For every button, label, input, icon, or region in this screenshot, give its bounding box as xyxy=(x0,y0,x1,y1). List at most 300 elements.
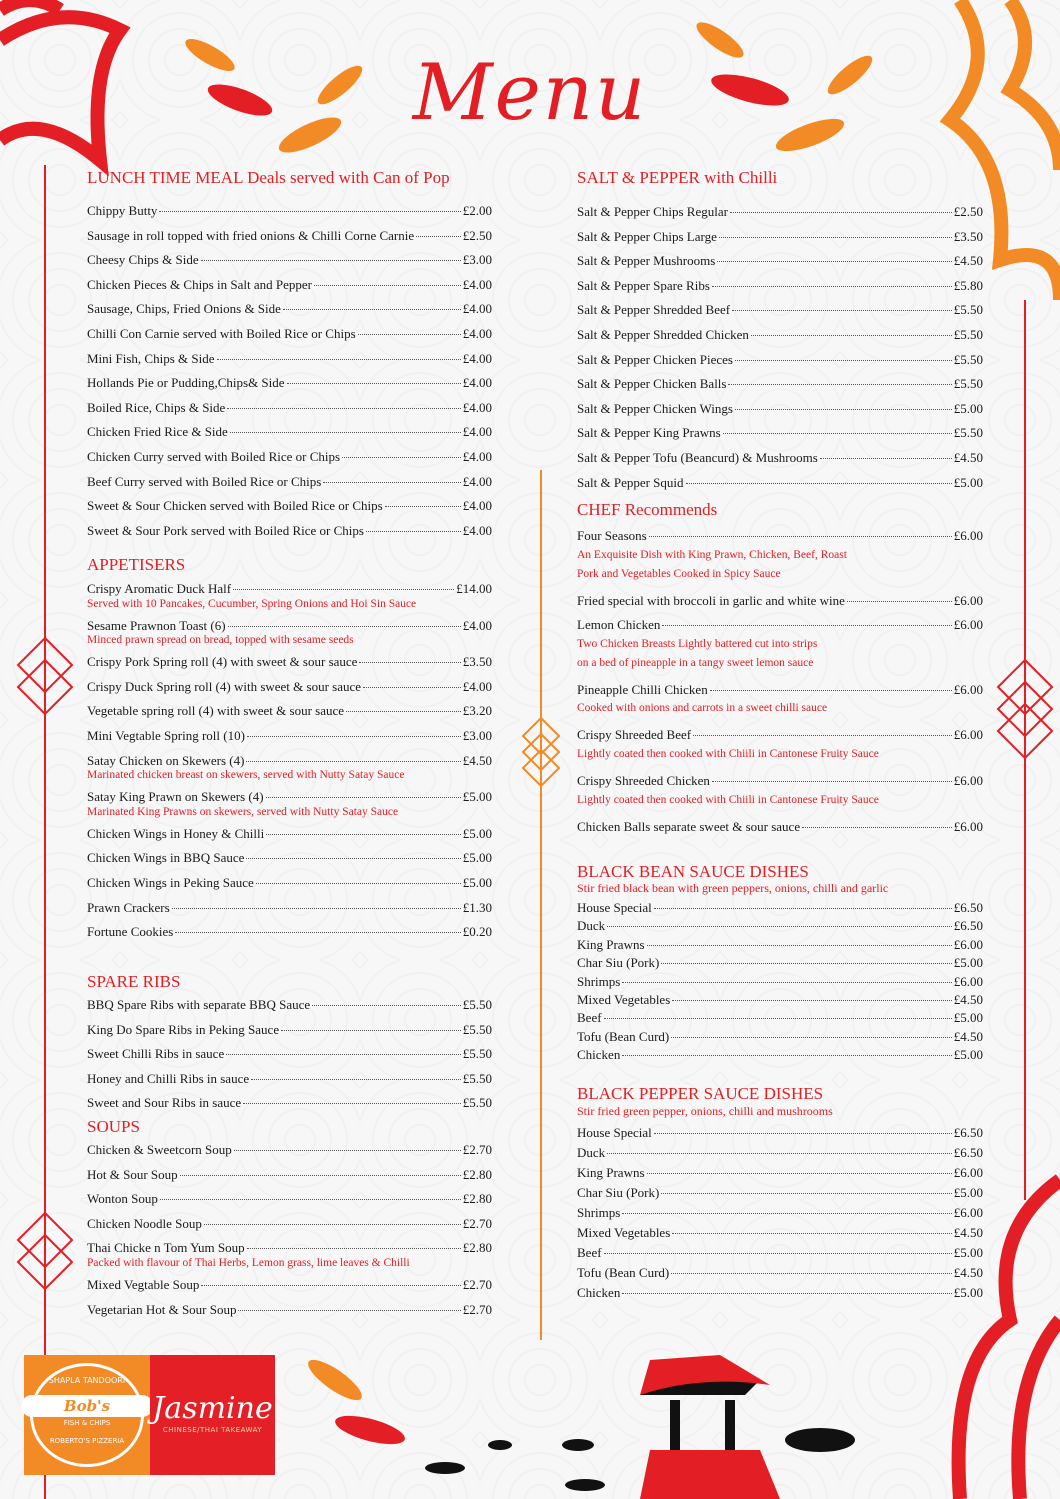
item-name: Salt & Pepper Chicken Pieces xyxy=(577,351,733,367)
item-name: Satay King Prawn on Skewers (4) xyxy=(87,789,264,805)
menu-item xyxy=(87,679,492,695)
menu-item xyxy=(577,593,983,609)
dot-leader xyxy=(607,926,952,927)
dot-leader xyxy=(323,482,460,483)
item-description: Cooked with onions and carrots in a sweet chilli sauce xyxy=(577,702,828,715)
item-name: Chippy Butty xyxy=(87,203,158,218)
menu-item xyxy=(87,1022,492,1038)
item-description: Pork and Vegetables Cooked in Spicy Sauce xyxy=(577,567,781,580)
item-name: Sweet and Sour Ribs in sauce xyxy=(87,1095,242,1111)
menu-item xyxy=(87,351,492,367)
dot-leader xyxy=(358,334,461,335)
item-name: Hot & Sour Soup xyxy=(87,1166,178,1182)
dot-leader xyxy=(217,359,461,360)
item-name: Tofu (Bean Curd) xyxy=(577,1028,670,1044)
item-price: £5.00 xyxy=(462,825,492,841)
menu-item xyxy=(577,401,983,417)
item-price: £2.80 xyxy=(462,1166,492,1182)
item-name: Chicken Fried Rice & Side xyxy=(87,424,228,440)
dot-leader xyxy=(246,761,460,762)
dot-leader xyxy=(647,1173,952,1174)
item-name: House Special xyxy=(577,1125,652,1140)
menu-item xyxy=(87,1277,492,1293)
item-price: £2.80 xyxy=(462,1191,492,1207)
menu-item xyxy=(577,682,983,698)
item-price: £4.50 xyxy=(953,992,983,1007)
dot-leader xyxy=(712,286,952,287)
menu-item xyxy=(577,773,983,789)
dot-leader xyxy=(820,458,952,459)
dot-leader xyxy=(159,211,460,212)
dot-leader xyxy=(266,834,460,835)
menu-item xyxy=(87,1302,492,1318)
menu-item xyxy=(577,727,983,743)
menu-item xyxy=(87,523,492,539)
item-name: Thai Chicke n Tom Yum Soup xyxy=(87,1240,245,1256)
dot-leader xyxy=(246,858,460,859)
item-name: Mini Vegtable Spring roll (10) xyxy=(87,728,245,743)
item-price: £5.50 xyxy=(953,351,983,367)
item-name: Shrimps xyxy=(577,973,621,989)
section-title: CHEF Recommends xyxy=(577,500,718,519)
menu-item xyxy=(87,728,492,744)
menu-title: Menu xyxy=(412,48,648,138)
item-name: Satay Chicken on Skewers (4) xyxy=(87,752,245,768)
item-price: £2.70 xyxy=(462,1215,492,1231)
item-name: Mixed Vegtable Soup xyxy=(87,1277,200,1292)
item-name: Honey and Chilli Ribs in sauce xyxy=(87,1070,250,1086)
menu-item xyxy=(87,449,492,465)
logo-text: CHINESE/THAI TAKEAWAY xyxy=(162,1426,263,1434)
dot-leader xyxy=(647,945,952,946)
item-description: Marinated chicken breast on skewers, served with Nutty Satay Sauce xyxy=(87,769,405,782)
menu-item xyxy=(87,1167,492,1183)
menu-item xyxy=(577,1125,983,1141)
item-price: £5.00 xyxy=(953,955,983,971)
dot-leader xyxy=(342,457,461,458)
menu-item xyxy=(87,375,492,391)
item-name: Hollands Pie or Pudding,Chips& Side xyxy=(87,375,285,391)
bobs-logo xyxy=(24,1355,150,1475)
item-name: Lemon Chicken xyxy=(577,617,661,633)
section-title: SOUPS xyxy=(87,1117,140,1136)
item-name: Chicken Pieces & Chips in Salt and Pepper xyxy=(87,276,312,292)
menu-item xyxy=(87,753,492,769)
item-name: King Do Spare Ribs in Peking Sauce xyxy=(87,1021,280,1037)
menu-item xyxy=(577,425,983,441)
item-price: £0.20 xyxy=(462,924,492,940)
dot-leader xyxy=(607,1153,952,1154)
item-name: Salt & Pepper Shredded Beef xyxy=(577,302,731,318)
dot-leader xyxy=(266,797,461,798)
menu-item xyxy=(577,475,983,491)
dot-leader xyxy=(693,735,952,736)
menu-item xyxy=(577,955,983,971)
menu-item xyxy=(87,301,492,317)
item-price: £5.00 xyxy=(953,1010,983,1026)
item-name: Mini Fish, Chips & Side xyxy=(87,350,215,366)
menu-item xyxy=(87,498,492,514)
item-price: £4.00 xyxy=(462,350,492,366)
item-name: Vegetable spring roll (4) with sweet & sour sauce xyxy=(87,703,345,719)
dot-leader xyxy=(226,1054,461,1055)
menu-item xyxy=(577,352,983,368)
item-price: £4.00 xyxy=(462,326,492,341)
item-description: Lightly coated then cooked with Chiili in Cantonese Fruity Sauce xyxy=(577,748,879,760)
item-name: Fortune Cookies xyxy=(87,924,174,940)
item-name: Duck xyxy=(577,918,606,934)
item-price: £5.50 xyxy=(953,302,983,318)
menu-item xyxy=(577,1145,983,1161)
dot-leader xyxy=(622,1293,951,1294)
item-name: House Special xyxy=(577,900,652,915)
dot-leader xyxy=(622,982,951,983)
item-price: £6.00 xyxy=(953,528,983,543)
dot-leader xyxy=(281,1030,461,1031)
item-name: Crispy Shreeded Chicken xyxy=(577,773,710,788)
dot-leader xyxy=(730,212,952,213)
menu-item xyxy=(87,1142,492,1158)
item-name: Salt & Pepper Shredded Chicken xyxy=(577,327,749,342)
item-price: £5.50 xyxy=(953,376,983,392)
item-price: £5.50 xyxy=(462,1070,492,1086)
item-price: £6.50 xyxy=(953,918,983,934)
section-title: SPARE RIBS xyxy=(87,972,181,991)
section-title: BLACK PEPPER SAUCE DISHES xyxy=(577,1084,824,1103)
item-description: Two Chicken Breasts Lightly battered cut into strips xyxy=(577,637,818,650)
menu-item xyxy=(87,875,492,891)
item-price: £5.50 xyxy=(462,1095,492,1111)
dot-leader xyxy=(604,1018,952,1019)
menu-item xyxy=(87,252,492,268)
item-price: £6.00 xyxy=(953,617,983,633)
section-title: APPETISERS xyxy=(87,555,186,574)
item-name: King Prawns xyxy=(577,1165,645,1180)
item-price: £2.70 xyxy=(462,1142,492,1157)
logo-text: Bob's xyxy=(63,1397,111,1415)
dot-leader xyxy=(649,536,952,537)
dot-leader xyxy=(847,601,952,602)
dot-leader xyxy=(234,1150,461,1151)
item-price: £6.00 xyxy=(953,1165,983,1180)
logo-text: SHAPLA TANDOORI xyxy=(48,1376,126,1385)
item-name: BBQ Spare Ribs with separate BBQ Sauce xyxy=(87,997,311,1012)
menu-item xyxy=(87,1046,492,1062)
item-name: Four Seasons xyxy=(577,528,647,543)
item-name: Chicken Noodle Soup xyxy=(87,1215,202,1231)
dot-leader xyxy=(230,432,461,433)
dot-leader xyxy=(416,236,461,237)
menu-item xyxy=(87,1191,492,1207)
item-price: £3.20 xyxy=(462,703,492,719)
menu-item xyxy=(87,581,492,597)
menu-item xyxy=(577,918,983,934)
item-price: £6.00 xyxy=(953,973,983,989)
item-price: £2.70 xyxy=(462,1277,492,1292)
dot-leader xyxy=(314,285,461,286)
dot-leader xyxy=(661,963,951,964)
menu-item xyxy=(87,997,492,1013)
item-name: Chicken Wings in Honey & Chilli xyxy=(87,825,265,841)
dot-leader xyxy=(359,662,460,663)
item-price: £5.00 xyxy=(953,1245,983,1260)
dot-leader xyxy=(180,1175,461,1176)
section-title: BLACK BEAN SAUCE DISHES xyxy=(577,862,809,881)
item-price: £4.00 xyxy=(462,424,492,440)
menu-item xyxy=(87,277,492,293)
item-price: £5.00 xyxy=(462,875,492,890)
dot-leader xyxy=(654,1133,952,1134)
menu-item xyxy=(577,327,983,343)
dot-leader xyxy=(251,1079,461,1080)
item-name: Salt & Pepper Tofu (Beancurd) & Mushrooms xyxy=(577,450,818,465)
item-price: £3.00 xyxy=(462,728,492,743)
dot-leader xyxy=(247,736,461,737)
menu-item xyxy=(87,850,492,866)
dot-leader xyxy=(312,1005,461,1006)
item-price: £5.80 xyxy=(953,277,983,293)
dot-leader xyxy=(735,409,952,410)
dot-leader xyxy=(228,626,461,627)
item-price: £5.50 xyxy=(462,1021,492,1037)
item-name: Sweet & Sour Pork served with Boiled Rice or Chips xyxy=(87,522,364,538)
dot-leader xyxy=(283,309,461,310)
dot-leader xyxy=(686,483,952,484)
logo-text: FISH & CHIPS xyxy=(63,1419,111,1427)
dot-leader xyxy=(662,625,951,626)
dot-leader xyxy=(604,1253,952,1254)
menu-item xyxy=(577,1165,983,1181)
dot-leader xyxy=(385,506,461,507)
dot-leader xyxy=(175,932,460,933)
menu-item xyxy=(87,1240,492,1256)
dot-leader xyxy=(802,827,952,828)
menu-item xyxy=(577,617,983,633)
item-name: Mixed Vegetables xyxy=(577,1225,671,1240)
dot-leader xyxy=(672,1000,951,1001)
menu-item xyxy=(577,253,983,269)
dot-leader xyxy=(654,908,952,909)
item-price: £5.50 xyxy=(462,1046,492,1062)
menu-item xyxy=(577,376,983,392)
menu-item xyxy=(577,1225,983,1241)
menu-item xyxy=(87,1095,492,1111)
logo-text: Jasmine xyxy=(152,1391,273,1426)
dot-leader xyxy=(712,781,952,782)
item-price: £3.50 xyxy=(462,654,492,670)
item-price: £5.00 xyxy=(953,1185,983,1200)
item-name: Crispy Duck Spring roll (4) with sweet & sour sauce xyxy=(87,678,362,694)
item-name: Beef Curry served with Boiled Rice or Chips xyxy=(87,473,322,489)
item-price: £6.50 xyxy=(953,900,983,915)
dot-leader xyxy=(243,1103,461,1104)
item-name: Salt & Pepper Chips Large xyxy=(577,228,717,244)
item-description: Minced prawn spread on bread, topped with sesame seeds xyxy=(87,634,354,647)
item-name: Salt & Pepper Mushrooms xyxy=(577,253,716,269)
dot-leader xyxy=(710,690,952,691)
item-description: Served with 10 Pancakes, Cucumber, Spring Onions and Hoi Sin Sauce xyxy=(87,597,417,610)
item-price: £4.00 xyxy=(462,678,492,694)
dot-leader xyxy=(622,1213,951,1214)
dot-leader xyxy=(287,383,461,384)
dot-leader xyxy=(732,310,952,311)
item-description: Marinated King Prawns on skewers, served with Nutty Satay Sauce xyxy=(87,805,399,818)
section-title: SALT & PEPPER with Chilli xyxy=(577,168,778,187)
item-price: £6.00 xyxy=(953,681,983,697)
item-price: £4.50 xyxy=(953,1265,983,1280)
item-name: Chicken xyxy=(577,1047,621,1063)
item-name: Shrimps xyxy=(577,1205,621,1220)
dot-leader xyxy=(719,237,952,238)
item-name: Sweet & Sour Chicken served with Boiled Rice or Chips xyxy=(87,498,383,514)
menu-item xyxy=(577,1205,983,1221)
item-name: Boiled Rice, Chips & Side xyxy=(87,399,226,415)
dot-leader xyxy=(363,687,461,688)
item-name: Chicken Curry served with Boiled Rice or Chips xyxy=(87,449,341,464)
dot-leader xyxy=(227,408,460,409)
item-name: Pineapple Chilli Chicken xyxy=(577,681,708,697)
item-price: £4.00 xyxy=(462,522,492,538)
item-name: Sausage in roll topped with fried onions & Chilli Corne Carnie xyxy=(87,227,415,243)
pagoda-icon xyxy=(425,1355,855,1499)
item-price: £4.00 xyxy=(462,617,492,633)
item-name: Chicken Balls separate sweet & sour sauce xyxy=(577,818,801,834)
menu-item xyxy=(577,229,983,245)
logo-text: ROBERTO'S PIZZERIA xyxy=(49,1437,125,1445)
menu-item xyxy=(87,326,492,342)
item-name: King Prawns xyxy=(577,936,645,952)
dot-leader xyxy=(751,335,952,336)
item-name: Salt & Pepper Squid xyxy=(577,474,684,490)
item-price: £4.50 xyxy=(953,1225,983,1240)
dot-leader xyxy=(172,908,461,909)
item-name: Chicken & Sweetcorn Soup xyxy=(87,1142,232,1157)
section-subtitle: Stir fried green pepper, onions, chilli and mushrooms xyxy=(577,1104,833,1118)
item-price: £2.80 xyxy=(462,1240,492,1256)
menu-item xyxy=(87,654,492,670)
dot-leader xyxy=(201,1285,460,1286)
menu-item xyxy=(577,528,983,544)
dot-leader xyxy=(160,1199,461,1200)
item-price: £2.50 xyxy=(462,227,492,243)
menu-item xyxy=(577,1285,983,1301)
menu-item xyxy=(577,302,983,318)
dot-leader xyxy=(671,1273,952,1274)
item-price: £4.00 xyxy=(462,375,492,391)
menu-item xyxy=(87,900,492,916)
item-price: £14.00 xyxy=(456,581,492,596)
item-name: Crispy Pork Spring roll (4) with sweet & sour sauce xyxy=(87,654,358,670)
menu-item xyxy=(87,474,492,490)
item-name: Beef xyxy=(577,1010,602,1026)
item-name: Vegetarian Hot & Sour Soup xyxy=(87,1301,237,1317)
menu-item xyxy=(577,1245,983,1261)
dot-leader xyxy=(204,1224,461,1225)
menu-item xyxy=(577,450,983,466)
menu-item xyxy=(87,228,492,244)
item-price: £6.00 xyxy=(953,1205,983,1220)
item-name: Tofu (Bean Curd) xyxy=(577,1265,670,1280)
item-name: Prawn Crackers xyxy=(87,899,170,915)
item-price: £4.00 xyxy=(462,473,492,489)
menu-item xyxy=(577,1185,983,1201)
item-description: An Exquisite Dish with King Prawn, Chicken, Beef, Roast xyxy=(577,548,847,561)
item-name: Chilli Con Carnie served with Boiled Rice or Chips xyxy=(87,326,356,341)
item-price: £4.50 xyxy=(462,752,492,768)
item-price: £5.00 xyxy=(953,1047,983,1063)
item-name: Duck xyxy=(577,1145,606,1160)
menu-item xyxy=(577,204,983,220)
dot-leader xyxy=(238,1310,460,1311)
item-price: £5.50 xyxy=(953,327,983,342)
item-price: £4.00 xyxy=(462,301,492,317)
item-price: £2.70 xyxy=(462,1301,492,1317)
section-subtitle: Stir fried black bean with green peppers, onions, chilli and garlic xyxy=(577,881,889,895)
item-price: £4.00 xyxy=(462,449,492,464)
item-name: Sausage, Chips, Fried Onions & Side xyxy=(87,301,281,317)
item-price: £4.50 xyxy=(953,253,983,269)
item-price: £6.00 xyxy=(953,818,983,834)
item-name: Wonton Soup xyxy=(87,1191,158,1207)
item-name: Sweet Chilli Ribs in sauce xyxy=(87,1046,225,1062)
item-price: £5.00 xyxy=(462,850,492,866)
menu-item xyxy=(577,1265,983,1281)
item-price: £4.50 xyxy=(953,1028,983,1044)
menu-item xyxy=(87,203,492,219)
item-name: Salt & Pepper Chips Regular xyxy=(577,204,728,219)
dot-leader xyxy=(661,1193,951,1194)
menu-item xyxy=(87,618,492,634)
dot-leader xyxy=(735,360,952,361)
item-name: Crispy Aromatic Duck Half xyxy=(87,581,232,596)
section-title: LUNCH TIME MEAL Deals served with Can of Pop xyxy=(87,168,450,187)
item-price: £5.50 xyxy=(953,425,983,441)
dot-leader xyxy=(366,531,461,532)
item-price: £6.50 xyxy=(953,1125,983,1140)
menu-item xyxy=(577,278,983,294)
menu-item xyxy=(87,1216,492,1232)
dot-leader xyxy=(247,1248,461,1249)
item-name: Mixed Vegetables xyxy=(577,992,671,1007)
item-description: Lightly coated then cooked with Chiili in Cantonese Fruity Sauce xyxy=(577,793,879,806)
menu-item xyxy=(87,703,492,719)
menu-item xyxy=(577,974,983,990)
dot-leader xyxy=(622,1055,951,1056)
item-name: Beef xyxy=(577,1245,602,1260)
dot-leader xyxy=(717,261,951,262)
item-price: £3.00 xyxy=(462,252,492,268)
item-price: £4.00 xyxy=(462,498,492,514)
jasmine-logo xyxy=(150,1355,275,1475)
dot-leader xyxy=(723,433,952,434)
item-name: Crispy Shreeded Beef xyxy=(577,727,692,743)
item-price: £5.00 xyxy=(462,789,492,805)
dot-leader xyxy=(346,711,461,712)
item-price: £2.00 xyxy=(462,203,492,218)
item-name: Sesame Prawnon Toast (6) xyxy=(87,617,226,633)
menu-item xyxy=(577,1047,983,1063)
item-price: £5.00 xyxy=(953,400,983,416)
item-price: £6.00 xyxy=(953,592,983,608)
item-name: Chicken xyxy=(577,1285,621,1300)
menu-item xyxy=(87,924,492,940)
item-name: Chicken Wings in Peking Sauce xyxy=(87,875,254,890)
item-price: £4.50 xyxy=(953,450,983,465)
menu-item xyxy=(87,789,492,805)
menu-item xyxy=(87,1071,492,1087)
item-name: Salt & Pepper Chicken Balls xyxy=(577,376,727,392)
item-name: Char Siu (Pork) xyxy=(577,1185,660,1200)
